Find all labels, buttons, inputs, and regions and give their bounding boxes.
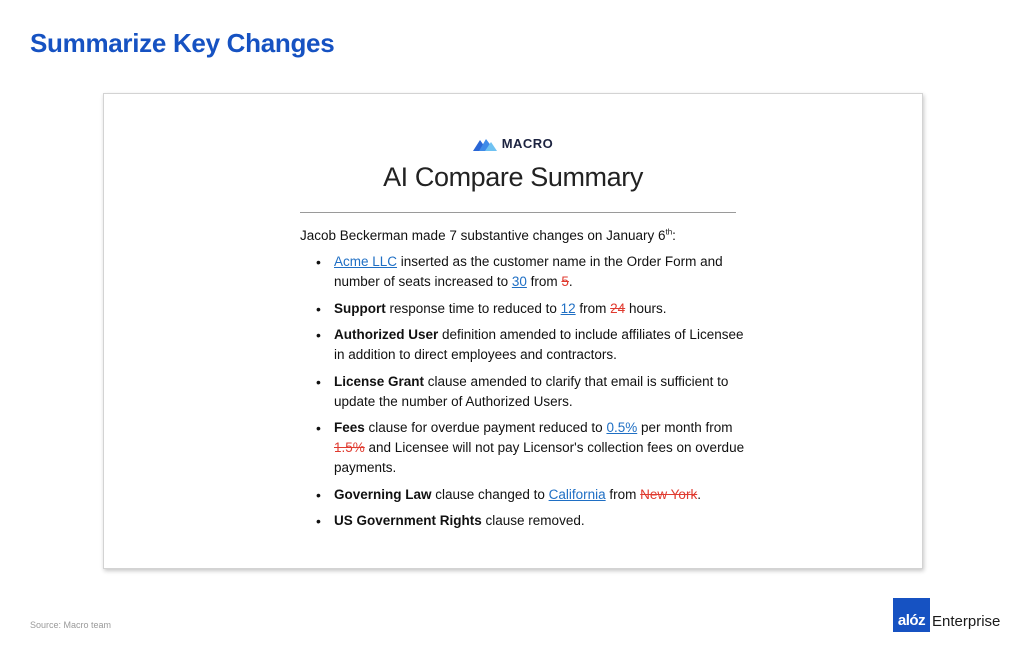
change-subject: Governing Law: [334, 486, 432, 502]
list-item: • Fees clause for overdue payment reduced to 0.5% per month from 1.5% and Licensee will not pay Licensor's collection fees on overdue payments.: [300, 418, 745, 478]
slide-title: Summarize Key Changes: [30, 28, 335, 58]
a16z-enterprise-logo: [893, 598, 1000, 632]
change-subject: US Government Rights: [334, 513, 482, 528]
change-subject: Support: [334, 300, 386, 316]
compare-summary-card: [103, 93, 923, 569]
old-value: 24: [610, 300, 626, 316]
old-value: 5: [561, 274, 569, 289]
list-item: • Governing Law clause changed to California from New York.: [300, 485, 745, 505]
new-value: California: [548, 486, 606, 502]
change-subject: License Grant: [334, 373, 425, 389]
new-value: 12: [560, 300, 576, 316]
list-item: • Authorized User definition amended to include affiliates of Licensee in addition to direct employees and contractors.: [300, 325, 745, 365]
list-item: • License Grant clause amended to clarify that email is sufficient to update the number of Authorized Users.: [300, 372, 745, 412]
a16z-logo-mark: alóz: [893, 598, 930, 632]
new-value: 0.5%: [606, 420, 638, 435]
divider: [300, 212, 736, 213]
summary-intro: Jacob Beckerman made 7 substantive changes on January 6th:: [300, 227, 676, 243]
inserted-text: Acme LLC: [334, 254, 398, 269]
change-subject: Fees: [334, 420, 365, 435]
macro-brand: [104, 136, 922, 151]
change-subject: Authorized User: [334, 327, 439, 342]
list-item: • Support response time to reduced to 12 from 24 hours.: [300, 299, 745, 319]
list-item: • Acme LLC inserted as the customer name in the Order Form and number of seats increased to 30 from 5.: [300, 252, 745, 292]
logo-text: Enterprise: [932, 612, 1001, 630]
old-value: New York: [640, 486, 698, 502]
changes-list: [300, 252, 745, 538]
brand-name: MACRO: [501, 136, 554, 151]
old-value: 1.5%: [334, 440, 365, 455]
source-note: Source: Macro team: [30, 620, 112, 630]
new-value: 30: [511, 274, 527, 289]
card-title: AI Compare Summary: [383, 162, 643, 192]
list-item: • US Government Rights clause removed.: [300, 511, 745, 531]
macro-logo-icon: [473, 137, 497, 151]
